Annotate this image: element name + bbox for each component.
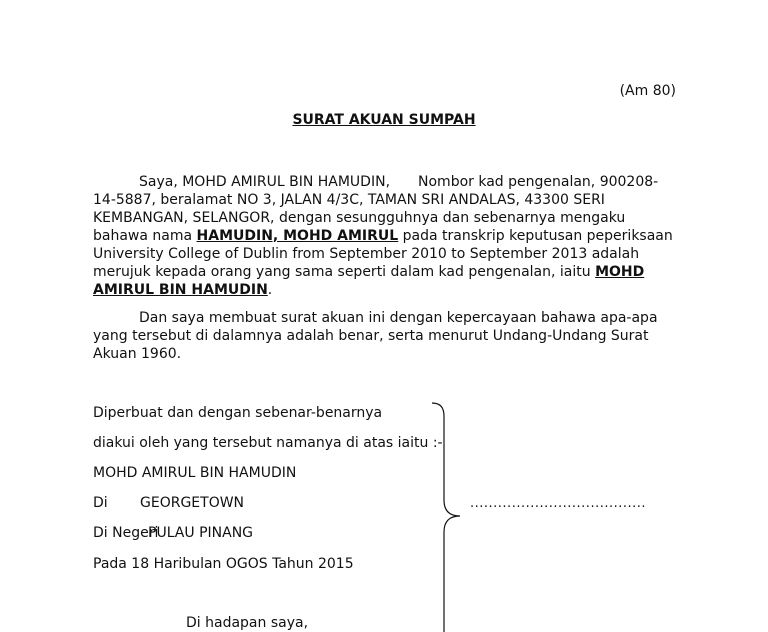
- declaration-state: [93, 525, 253, 541]
- declaration-paragraph-2: [93, 309, 677, 363]
- name-on-ic: MOHD AMIRUL BIN HAMUDIN: [93, 264, 645, 298]
- place-value: GEORGETOWN: [140, 495, 245, 511]
- curly-brace-icon: [428, 400, 468, 632]
- declarant-name: MOHD AMIRUL BIN HAMUDIN: [93, 465, 297, 481]
- name-on-transcript: HAMUDIN, MOHD AMIRUL: [196, 228, 399, 244]
- form-reference: (Am 80): [619, 83, 676, 99]
- signature-line: ......................................: [470, 496, 647, 511]
- declaration-place: [93, 495, 244, 511]
- state-label: Di Negeri: [93, 525, 159, 541]
- place-label: Di: [93, 495, 108, 511]
- document-title: SURAT AKUAN SUMPAH: [292, 112, 476, 128]
- before-me-line: Di hadapan saya,: [186, 615, 309, 631]
- para1-part3: pada transkrip keputusan peperiksaan University College of Dublin from September 2010 to September 2013 adalah merujuk kepada orang yang sama seperti dalam kad pengenalan, iaitu: [93, 228, 673, 280]
- para1-part4: .: [267, 282, 273, 298]
- declaration-paragraph-1: [93, 173, 677, 299]
- para2-text: Dan saya membuat surat akuan ini dengan kepercayaan bahawa apa-apa yang tersebut di dalamnya adalah benar, serta menurut Undang-Undang Surat Akuan 1960.: [93, 310, 658, 362]
- state-value: PULAU PINANG: [148, 525, 254, 541]
- declaration-line-1: Diperbuat dan dengan sebenar-benarnya: [93, 405, 383, 421]
- declaration-date: Pada 18 Haribulan OGOS Tahun 2015: [93, 556, 354, 572]
- declaration-line-2: diakui oleh yang tersebut namanya di atas iaitu :-: [93, 435, 443, 451]
- para1-part1: Saya, MOHD AMIRUL BIN HAMUDIN,: [139, 174, 391, 190]
- para1-part2: Nombor kad pengenalan, 900208-14-5887, beralamat NO 3, JALAN 4/3C, TAMAN SRI ANDALAS, 43300 SERI KEMBANGAN, SELANGOR, dengan sesungguhnya dan sebenarnya mengaku bahawa nama: [93, 174, 659, 244]
